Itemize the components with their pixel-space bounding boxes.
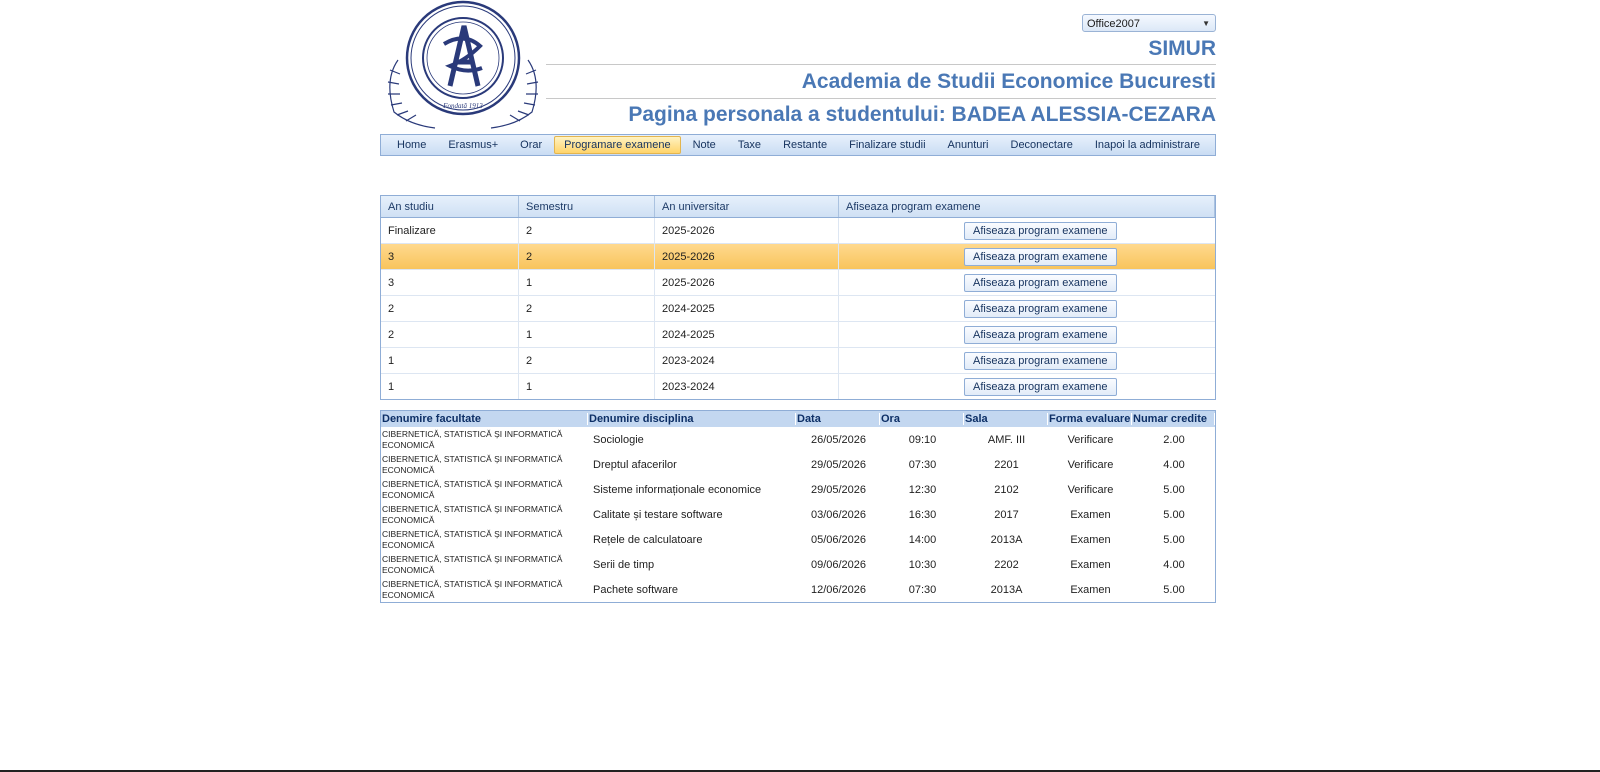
cell-data: 05/06/2026 [810, 533, 867, 546]
cell-ora: 09:10 [908, 433, 937, 446]
cell-credite: 5.00 [1163, 483, 1185, 496]
column-header[interactable]: Numar credite [1132, 413, 1215, 425]
cell-an-studiu: 3 [381, 244, 519, 269]
cell-data: 26/05/2026 [810, 433, 867, 446]
cell-forma-evaluare: Verificare [1067, 458, 1114, 471]
column-header[interactable]: An studiu [381, 196, 519, 217]
app-name: SIMUR [1148, 37, 1216, 60]
cell-an-universitar: 2023-2024 [655, 348, 839, 373]
nav-item-note[interactable]: Note [692, 139, 716, 151]
afiseaza-program-button[interactable]: Afiseaza program examene [964, 222, 1117, 240]
cell-data: 12/06/2026 [810, 583, 867, 596]
afiseaza-program-button[interactable]: Afiseaza program examene [964, 326, 1117, 344]
nav-item-programare-examene[interactable]: Programare examene [554, 136, 680, 154]
cell-forma-evaluare: Examen [1070, 533, 1111, 546]
cell-data: 29/05/2026 [810, 483, 867, 496]
ase-logo [380, 0, 546, 132]
nav-item-inapoi-administrare[interactable]: Inapoi la administrare [1094, 139, 1201, 151]
cell-facultate: CIBERNETICĂ, STATISTICĂ ȘI INFORMATICĂ ECONOMICĂ [382, 503, 563, 525]
cell-forma-evaluare: Examen [1070, 558, 1111, 571]
cell-disciplina: Pachete software [593, 583, 678, 596]
chevron-down-icon: ▼ [1202, 19, 1210, 28]
cell-ora: 16:30 [908, 508, 937, 521]
cell-an-studiu: 1 [381, 348, 519, 373]
column-header[interactable]: Afiseaza program examene [839, 196, 1215, 217]
nav-item-orar[interactable]: Orar [520, 139, 543, 151]
column-header[interactable]: Denumire disciplina [588, 413, 796, 425]
cell-semestru: 2 [519, 348, 655, 373]
table-row[interactable] [381, 218, 1215, 244]
cell-forma-evaluare: Examen [1070, 583, 1111, 596]
table-row [381, 452, 1215, 477]
theme-dropdown[interactable] [1082, 14, 1216, 32]
cell-facultate: CIBERNETICĂ, STATISTICĂ ȘI INFORMATICĂ ECONOMICĂ [382, 428, 563, 450]
table-row [381, 552, 1215, 577]
cell-forma-evaluare: Verificare [1067, 483, 1114, 496]
cell-sala: 2013A [990, 533, 1023, 546]
cell-an-universitar: 2024-2025 [655, 296, 839, 321]
cell-credite: 5.00 [1163, 533, 1185, 546]
column-header[interactable]: Data [796, 413, 880, 425]
theme-dropdown-value: Office2007 [1087, 18, 1141, 30]
cell-semestru: 2 [519, 244, 655, 269]
column-header[interactable]: Ora [880, 413, 964, 425]
main-nav [380, 134, 1216, 156]
table-row [381, 477, 1215, 502]
column-header[interactable]: Semestru [519, 196, 655, 217]
cell-disciplina: Rețele de calculatoare [593, 533, 703, 546]
years-table [380, 195, 1216, 400]
cell-disciplina: Sociologie [593, 433, 644, 446]
cell-sala: 2102 [994, 483, 1019, 496]
table-row[interactable] [381, 322, 1215, 348]
cell-facultate: CIBERNETICĂ, STATISTICĂ ȘI INFORMATICĂ ECONOMICĂ [382, 578, 563, 600]
cell-sala: AMF. III [987, 433, 1026, 446]
nav-item-taxe[interactable]: Taxe [737, 139, 762, 151]
cell-ora: 07:30 [908, 458, 937, 471]
afiseaza-program-button[interactable]: Afiseaza program examene [964, 274, 1117, 292]
cell-data: 29/05/2026 [810, 458, 867, 471]
cell-semestru: 1 [519, 322, 655, 347]
cell-disciplina: Calitate și testare software [593, 508, 723, 521]
cell-an-studiu: 2 [381, 322, 519, 347]
cell-semestru: 2 [519, 296, 655, 321]
table-row[interactable] [381, 348, 1215, 374]
cell-credite: 4.00 [1163, 558, 1185, 571]
cell-ora: 12:30 [908, 483, 937, 496]
nav-item-deconectare[interactable]: Deconectare [1010, 139, 1073, 151]
cell-disciplina: Dreptul afacerilor [593, 458, 677, 471]
cell-an-studiu: 2 [381, 296, 519, 321]
column-header[interactable]: Denumire facultate [381, 413, 588, 425]
cell-facultate: CIBERNETICĂ, STATISTICĂ ȘI INFORMATICĂ ECONOMICĂ [382, 553, 563, 575]
cell-an-universitar: 2023-2024 [655, 374, 839, 399]
nav-item-home[interactable]: Home [397, 139, 427, 151]
cell-credite: 5.00 [1163, 508, 1185, 521]
institution-title: Academia de Studii Economice Bucuresti [801, 70, 1216, 93]
cell-semestru: 1 [519, 374, 655, 399]
cell-credite: 4.00 [1163, 458, 1185, 471]
afiseaza-program-button[interactable]: Afiseaza program examene [964, 300, 1117, 318]
nav-item-anunturi[interactable]: Anunturi [947, 139, 989, 151]
cell-disciplina: Sisteme informaționale economice [593, 483, 762, 496]
cell-an-universitar: 2025-2026 [655, 218, 839, 243]
column-header[interactable]: An universitar [655, 196, 839, 217]
cell-an-studiu: 1 [381, 374, 519, 399]
table-row [381, 502, 1215, 527]
table-row [381, 427, 1215, 452]
cell-facultate: CIBERNETICĂ, STATISTICĂ ȘI INFORMATICĂ ECONOMICĂ [382, 528, 563, 550]
cell-sala: 2201 [994, 458, 1019, 471]
cell-ora: 10:30 [908, 558, 937, 571]
cell-ora: 14:00 [908, 533, 937, 546]
table-row [381, 527, 1215, 552]
divider [546, 64, 1216, 65]
cell-semestru: 1 [519, 270, 655, 295]
cell-an-universitar: 2025-2026 [655, 244, 839, 269]
cell-credite: 2.00 [1163, 433, 1185, 446]
cell-ora: 07:30 [908, 583, 937, 596]
cell-an-universitar: 2025-2026 [655, 270, 839, 295]
divider [546, 98, 1216, 99]
nav-item-finalizare-studii[interactable]: Finalizare studii [849, 139, 926, 151]
table-row[interactable] [381, 296, 1215, 322]
cell-credite: 5.00 [1163, 583, 1185, 596]
cell-semestru: 2 [519, 218, 655, 243]
cell-sala: 2202 [994, 558, 1019, 571]
page-title: Pagina personala a studentului: BADEA ALESSIA-CEZARA [628, 103, 1216, 126]
cell-sala: 2017 [994, 508, 1019, 521]
table-row[interactable] [381, 270, 1215, 296]
cell-sala: 2013A [990, 583, 1023, 596]
exams-table [380, 410, 1216, 603]
nav-item-restante[interactable]: Restante [783, 139, 828, 151]
afiseaza-program-button[interactable]: Afiseaza program examene [964, 248, 1117, 266]
cell-an-studiu: Finalizare [381, 218, 519, 243]
cell-disciplina: Serii de timp [593, 558, 655, 571]
logo-bottom-text: Fondată 1913 [443, 102, 483, 110]
table-header-row [381, 411, 1215, 427]
column-header[interactable]: Forma evaluare [1049, 413, 1131, 425]
cell-data: 09/06/2026 [810, 558, 867, 571]
afiseaza-program-button[interactable]: Afiseaza program examene [964, 352, 1117, 370]
cell-an-universitar: 2024-2025 [655, 322, 839, 347]
cell-forma-evaluare: Examen [1070, 508, 1111, 521]
table-row-selected[interactable] [381, 244, 1215, 270]
cell-forma-evaluare: Verificare [1067, 433, 1114, 446]
afiseaza-program-button[interactable]: Afiseaza program examene [964, 378, 1117, 396]
table-header-row [381, 196, 1215, 218]
cell-data: 03/06/2026 [810, 508, 867, 521]
cell-facultate: CIBERNETICĂ, STATISTICĂ ȘI INFORMATICĂ ECONOMICĂ [382, 453, 563, 475]
table-row[interactable] [381, 374, 1215, 399]
nav-item-erasmus[interactable]: Erasmus+ [448, 139, 499, 151]
cell-an-studiu: 3 [381, 270, 519, 295]
table-row [381, 577, 1215, 602]
column-header[interactable]: Sala [964, 413, 1048, 425]
cell-facultate: CIBERNETICĂ, STATISTICĂ ȘI INFORMATICĂ ECONOMICĂ [382, 478, 563, 500]
